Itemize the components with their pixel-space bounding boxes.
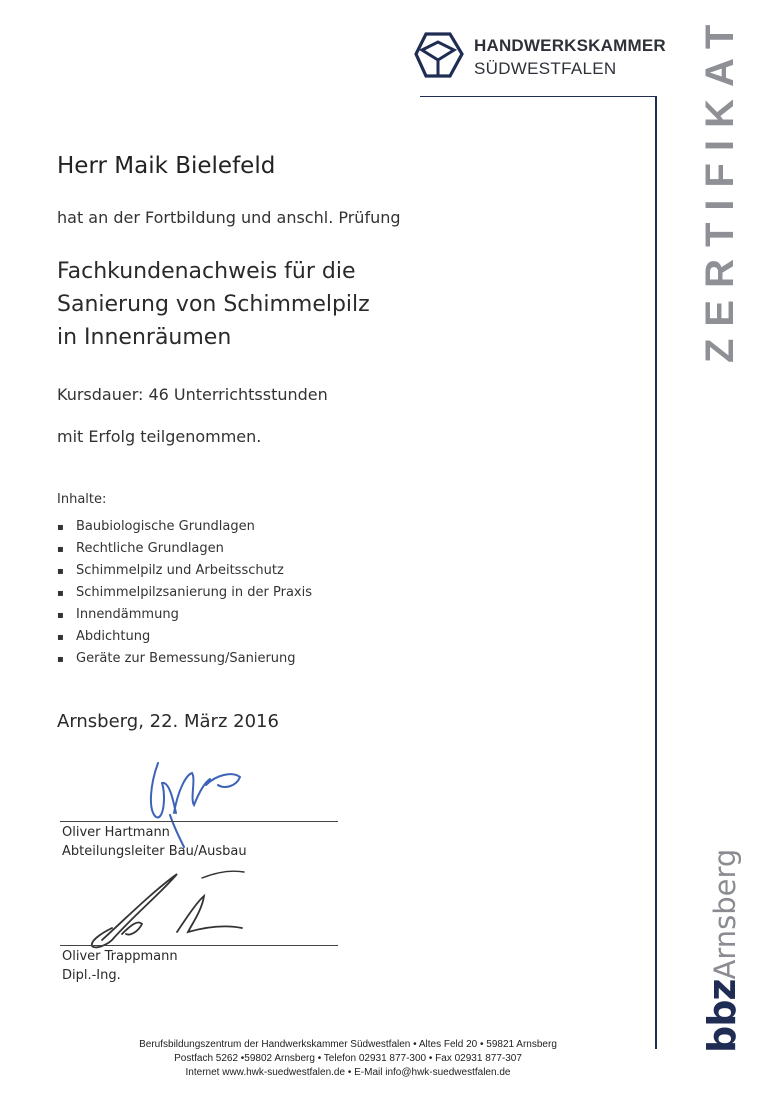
signature-trappmann — [82, 862, 252, 952]
footer-line: Postfach 5262 •59802 Arnsberg • Telefon 02931 877-300 • Fax 02931 877-307 — [174, 1053, 522, 1064]
header-rule — [420, 96, 657, 97]
list-item: ▪ Abdichtung — [57, 626, 312, 648]
contents-list — [57, 516, 312, 670]
signatory-role: Dipl.-Ing. — [62, 968, 121, 983]
org-name-line2: SÜDWESTFALEN — [474, 59, 617, 78]
bbz-logo — [700, 849, 744, 1053]
intro-text: hat an der Fortbildung und anschl. Prüfung — [57, 208, 401, 227]
hwk-logo — [412, 30, 666, 92]
course-title-line: Fachkundenachweis für die — [57, 259, 356, 284]
course-title — [57, 255, 370, 354]
signatory-name: Oliver Trappmann — [62, 949, 178, 964]
list-item: ▪ Schimmelpilz und Arbeitsschutz — [57, 560, 312, 582]
course-title-line: Sanierung von Schimmelpilz — [57, 292, 370, 317]
list-item: ▪ Geräte zur Bemessung/Sanierung — [57, 648, 312, 670]
contents-label: Inhalte: — [57, 492, 107, 507]
place-date: Arnsberg, 22. März 2016 — [57, 711, 279, 732]
footer-line: Internet www.hwk-suedwestfalen.de • E-Mail info@hwk-suedwestfalen.de — [185, 1067, 511, 1078]
hwk-logo-icon — [412, 30, 464, 82]
signature-line — [60, 821, 338, 822]
list-item: ▪ Innendämmung — [57, 604, 312, 626]
signatory-name: Oliver Hartmann — [62, 825, 170, 840]
course-title-line: in Innenräumen — [57, 325, 232, 350]
list-item: ▪ Schimmelpilzsanierung in der Praxis — [57, 582, 312, 604]
footer — [0, 1038, 696, 1080]
list-item: ▪ Baubiologische Grundlagen — [57, 516, 312, 538]
signature-line — [60, 945, 338, 946]
course-duration: Kursdauer: 46 Unterrichtsstunden — [57, 385, 328, 404]
result-text: mit Erfolg teilgenommen. — [57, 427, 262, 446]
signatory-role: Abteilungsleiter Bau/Ausbau — [62, 844, 247, 859]
recipient-name: Herr Maik Bielefeld — [57, 153, 276, 179]
vertical-rule — [655, 97, 657, 1049]
org-name-line1: HANDWERKSKAMMER — [474, 36, 666, 55]
list-item: ▪ Rechtliche Grundlagen — [57, 538, 312, 560]
bbz-logo-light: Arnsberg — [708, 848, 742, 980]
footer-line: Berufsbildungszentrum der Handwerkskammer Südwestfalen • Altes Feld 20 • 59821 Arnsberg — [139, 1039, 557, 1050]
document-title: ZERTIFIKAT — [698, 12, 742, 363]
bbz-logo-strong: bbz — [700, 979, 744, 1053]
